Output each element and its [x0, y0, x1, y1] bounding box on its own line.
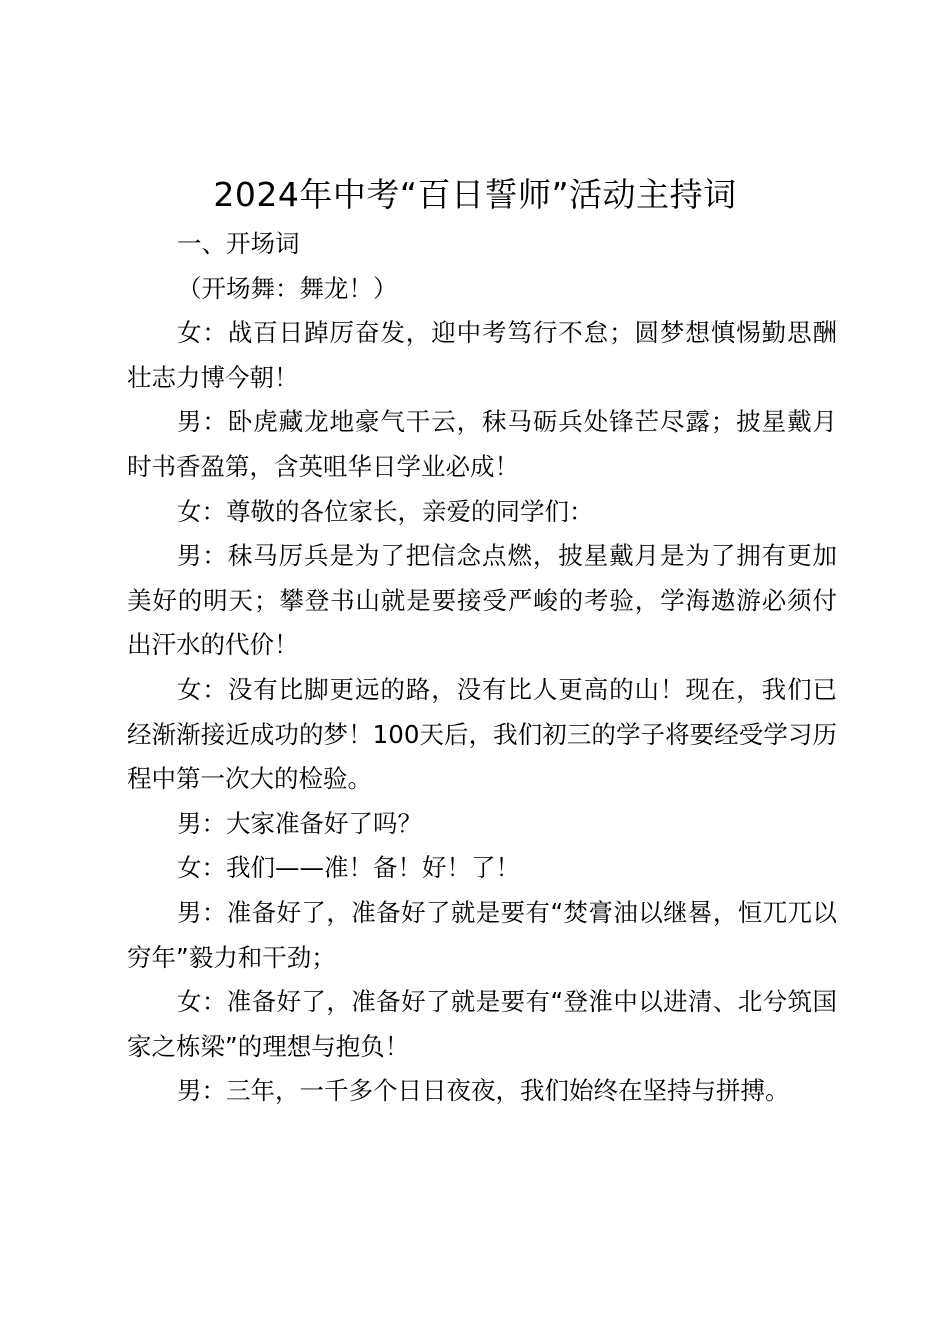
dialogue-line: 女：准备好了，准备好了就是要有“登淮中以进清、北兮筑国家之栋梁”的理想与抱负！	[127, 987, 837, 1061]
dialogue-line: 男：三年，一千多个日日夜夜，我们始终在坚持与拼搏。	[177, 1076, 790, 1106]
dialogue-line: 男：大家准备好了吗？	[177, 808, 422, 838]
dialogue-line: 男：准备好了，准备好了就是要有“焚膏油以继晷，恒兀兀以穷年”毅力和干劲；	[127, 897, 837, 972]
dialogue-line: 男：卧虎藏龙地豪气干云，秣马砺兵处锋芒尽露；披星戴月时书香盈第，含英咀华日学业必成！	[127, 407, 837, 481]
document-body	[127, 222, 837, 1114]
dialogue-line: 女：战百日踔厉奋发，迎中考笃行不怠；圆梦想慎惕勤思酬壮志力博今朝！	[127, 318, 837, 392]
dialogue-line: 女：尊敬的各位家长，亲爱的同学们：	[177, 496, 594, 526]
document-title: 2024年中考“百日誓师”活动主持词	[213, 175, 737, 214]
dialogue-line: 男：秣马厉兵是为了把信念点燃，披星戴月是为了拥有更加美好的明天；攀登书山就是要接受严峻的考验，学海遨游必须付出汗水的代价！	[127, 541, 837, 660]
stage-direction: （开场舞：舞龙！）	[177, 273, 398, 303]
dialogue-line: 女：没有比脚更远的路，没有比人更高的山！现在，我们已经渐渐接近成功的梦！100天后，我们初三的学子将要经受学习历程中第一次大的检验。	[127, 674, 837, 794]
section-heading: 一、开场词	[177, 229, 300, 258]
dialogue-line: 女：我们——准！备！好！了！	[177, 853, 520, 883]
